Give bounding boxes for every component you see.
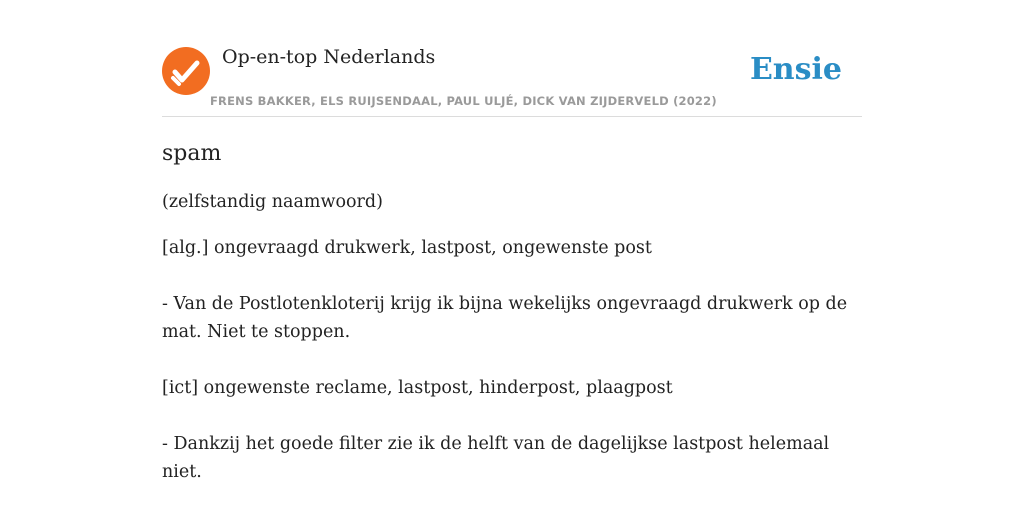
entry-content <box>162 138 862 512</box>
authors: FRENS BAKKER, ELS RUIJSENDAAL, PAUL ULJÉ, DICK VAN ZIJDERVELD (2022) <box>210 94 717 108</box>
headword: spam <box>162 141 222 166</box>
part-of-speech: (zelfstandig naamwoord) <box>162 192 383 212</box>
example-sentence: - Dankzij het goede filter zie ik de helft van de dagelijkse lastpost helemaal niet. <box>162 434 830 482</box>
checkmark-circle-icon <box>162 47 210 95</box>
example-sentence: - Van de Postlotenkloterij krijg ik bijna wekelijks ongevraagd drukwerk op de mat. Niet te stoppen. <box>162 294 848 342</box>
brand-logo[interactable]: Ensie <box>749 52 842 87</box>
definition-ict: [ict] ongewenste reclame, lastpost, hinderpost, plaagpost <box>162 378 673 398</box>
source-title[interactable]: Op-en-top Nederlands <box>222 46 436 68</box>
source-header <box>162 38 862 117</box>
definition-general: [alg.] ongevraagd drukwerk, lastpost, ongewenste post <box>162 238 652 258</box>
